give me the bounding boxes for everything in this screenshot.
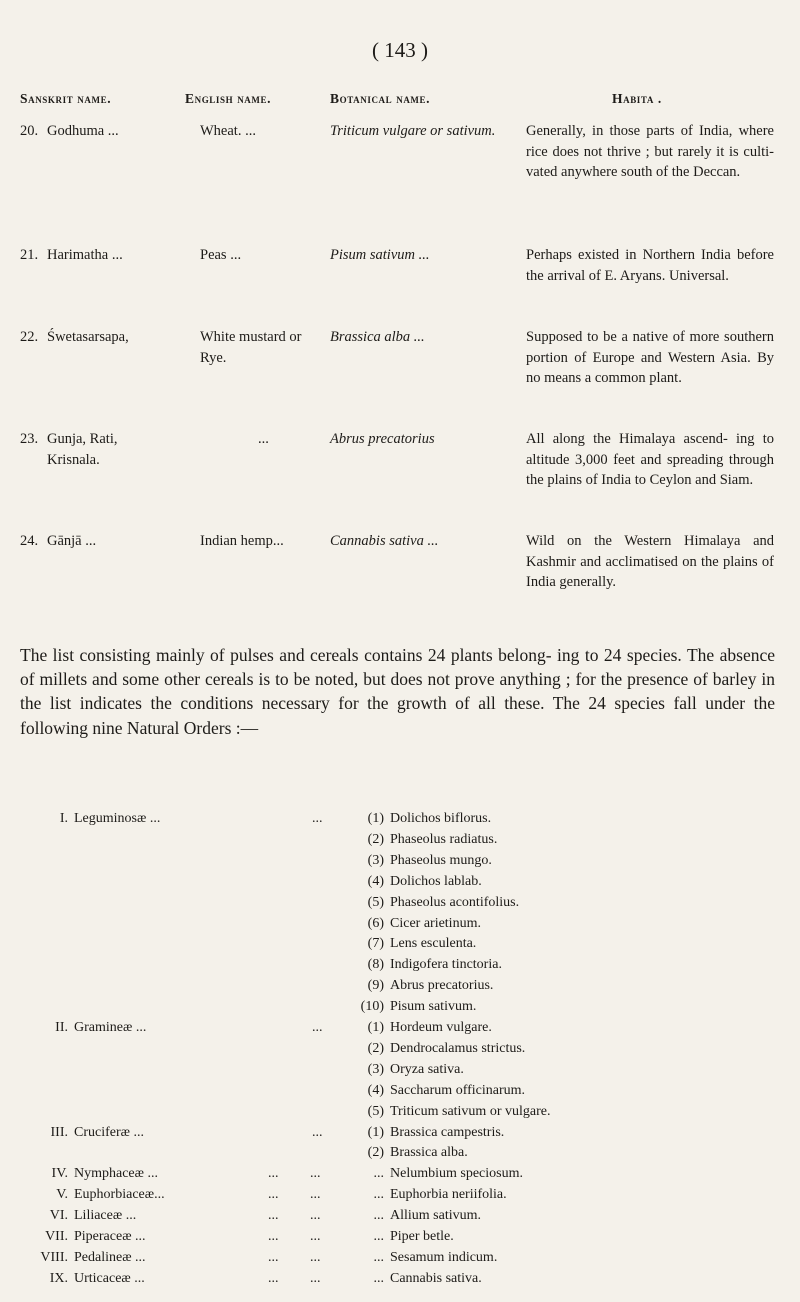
leader-dots: ... (373, 1187, 384, 1203)
habitat-text: All along the Himalaya ascend- ing to altitude 3,000 feet and spreading through the plains of India to Ceylon and Siam. (526, 431, 774, 488)
leader-dots: ... (373, 1166, 384, 1182)
species-name: Pisum sativum. (390, 999, 477, 1015)
species-name: Hordeum vulgare. (390, 1020, 492, 1035)
order-numeral: III. (50, 1124, 68, 1140)
entry-number: 20. (20, 123, 39, 139)
entry-number: 21. (20, 247, 39, 263)
species-row (0, 829, 800, 850)
order-numeral: VII. (45, 1229, 68, 1244)
habitat-text: Perhaps existed in Northern India before the arrival of E. Aryans. Universal. (526, 247, 774, 284)
species-name: Phaseolus radiatus. (390, 831, 498, 847)
species-name: Saccharum officinarum. (390, 1082, 526, 1098)
species-number: (5) (367, 1103, 384, 1119)
order-name: Liliaceæ ... (74, 1208, 137, 1224)
species-row (0, 850, 800, 871)
leader-dots: ... ... (268, 1249, 321, 1265)
english-name: Wheat. ... (200, 123, 256, 139)
order-name: Gramineæ ... (74, 1020, 147, 1035)
header-habitat: Habita . (612, 91, 662, 106)
order-numeral: IX. (49, 1270, 68, 1286)
header-sanskrit-name: Sanskrit name. (20, 91, 112, 106)
habitat-text: Wild on the Western Himalaya and Kashmir and acclimatised on the plains of India generally. (526, 533, 774, 590)
species-number: (1) (367, 1020, 384, 1035)
species-number: (3) (367, 852, 384, 868)
order-name: Pedalineæ ... (74, 1249, 146, 1265)
species-name: Lens esculenta. (390, 936, 477, 952)
english-name: White mustard or Rye. (200, 329, 302, 366)
leader-dots: ... (373, 1270, 384, 1286)
leader-dots: ... ... (268, 1187, 321, 1203)
habitat-text: Supposed to be a native of more southern portion of Europe and Western Asia. By no means a common plant. (526, 329, 774, 386)
leader-dots: ... ... (268, 1229, 321, 1244)
species-number: (1) (367, 811, 384, 826)
species-number: (10) (360, 999, 384, 1015)
species-name: Euphorbia neriifolia. (390, 1187, 507, 1203)
order-numeral: VIII. (40, 1249, 68, 1265)
species-name: Phaseolus mungo. (390, 852, 492, 868)
species-row (0, 1101, 800, 1122)
leader-dots: ... (373, 1229, 384, 1244)
species-name: Brassica alba. (390, 1145, 468, 1161)
species-name: Triticum sativum or vulgare. (390, 1103, 551, 1119)
species-number: (5) (367, 894, 384, 910)
sanskrit-name: Gānjā ... (47, 533, 97, 549)
species-number: (3) (367, 1061, 384, 1077)
species-number: (6) (367, 915, 384, 931)
order-numeral: IV. (51, 1166, 68, 1182)
order-row (0, 1163, 800, 1184)
botanical-name: Cannabis sativa ... (330, 533, 439, 549)
leader-dots: ... ... (268, 1270, 321, 1286)
order-name: Cruciferæ ... (74, 1124, 144, 1140)
entry-number: 22. (20, 329, 39, 345)
order-numeral: VI. (49, 1208, 68, 1224)
species-number: (4) (367, 1082, 384, 1098)
order-row (0, 1226, 800, 1247)
species-row (0, 1059, 800, 1080)
leader-dots: ... (312, 1020, 323, 1035)
species-name: Dolichos biflorus. (390, 811, 492, 826)
order-row (0, 808, 800, 829)
species-name: Sesamum indicum. (390, 1249, 498, 1265)
header-botanical-name: Botanical name. (330, 91, 431, 106)
species-row (0, 954, 800, 975)
species-number: (2) (367, 1040, 384, 1056)
english-name: Indian hemp... (200, 533, 284, 549)
leader-dots: ... (373, 1208, 384, 1224)
species-name: Nelumbium speciosum. (390, 1166, 523, 1182)
species-row (0, 996, 800, 1017)
species-name: Indigofera tinctoria. (390, 957, 502, 973)
order-row (0, 1122, 800, 1143)
leader-dots: ... ... (268, 1208, 321, 1224)
sanskrit-name: Harimatha ... (47, 247, 123, 263)
species-number: (1) (367, 1124, 384, 1140)
species-name: Dolichos lablab. (390, 873, 482, 889)
order-numeral: V. (56, 1187, 68, 1203)
entry-number: 23. (20, 431, 39, 447)
botanical-name: Pisum sativum ... (330, 247, 430, 263)
species-number: (2) (367, 1145, 384, 1161)
species-name: Oryza sativa. (390, 1061, 464, 1077)
species-number: (9) (367, 978, 384, 994)
header-english-name: English name. (185, 91, 272, 106)
order-name: Piperaceæ ... (74, 1229, 146, 1244)
species-name: Dendrocalamus strictus. (390, 1040, 526, 1056)
species-row (0, 871, 800, 892)
species-row (0, 1142, 800, 1163)
order-name: Euphorbiaceæ... (74, 1187, 165, 1203)
order-row (0, 1247, 800, 1268)
botanical-name: Triticum vulgare or sativum. (330, 123, 496, 139)
species-name: Phaseolus acontifolius. (390, 894, 520, 910)
habitat-text: Generally, in those parts of India, where rice does not thrive ; but rarely it is culti- vated anywhere south of the Deccan. (526, 123, 774, 180)
species-row (0, 913, 800, 934)
summary-paragraph: The list consisting mainly of pulses and cereals contains 24 plants belong- ing to 24 species. The absence of millets and some other cereals is to be noted, but does not prove anything ; for the presence of barley in the list indicates the conditions necessary for the growth of all these. The 24 species fall under the following nine Natural Orders :— (20, 645, 775, 738)
order-row (0, 1017, 800, 1038)
order-row (0, 1268, 800, 1289)
species-name: Allium sativum. (390, 1208, 481, 1224)
sanskrit-name: Gunja, Rati, Krisnala. (47, 431, 118, 468)
order-name: Urticaceæ ... (74, 1270, 145, 1286)
leader-dots: ... (312, 1124, 323, 1140)
entry-number: 24. (20, 533, 39, 549)
botanical-name: Brassica alba ... (330, 329, 425, 345)
species-name: Cannabis sativa. (390, 1270, 482, 1286)
species-number: (7) (367, 936, 384, 952)
sanskrit-name: Śwetasarsapa, (47, 329, 129, 345)
leader-dots: ... ... (268, 1166, 321, 1182)
species-name: Abrus precatorius. (390, 978, 494, 994)
order-numeral: II. (55, 1020, 68, 1035)
species-row (0, 975, 800, 996)
species-number: (8) (367, 957, 384, 973)
species-name: Cicer arietinum. (390, 915, 481, 931)
leader-dots: ... (373, 1249, 384, 1265)
botanical-name: Abrus precatorius (330, 431, 435, 447)
species-row (0, 1080, 800, 1101)
species-number: (2) (367, 831, 384, 847)
english-name: ... (258, 431, 269, 447)
leader-dots: ... (312, 811, 323, 826)
sanskrit-name: Godhuma ... (47, 123, 119, 139)
order-name: Nymphaceæ ... (74, 1166, 158, 1182)
order-row (0, 1205, 800, 1226)
species-name: Brassica campestris. (390, 1124, 505, 1140)
species-row (0, 933, 800, 954)
order-name: Leguminosæ ... (74, 811, 161, 826)
order-row (0, 1184, 800, 1205)
order-numeral: I. (59, 811, 68, 826)
species-row (0, 1038, 800, 1059)
page-number: ( 143 ) (372, 38, 428, 62)
english-name: Peas ... (200, 247, 242, 263)
species-name: Piper betle. (390, 1229, 454, 1244)
species-number: (4) (367, 873, 384, 889)
species-row (0, 892, 800, 913)
